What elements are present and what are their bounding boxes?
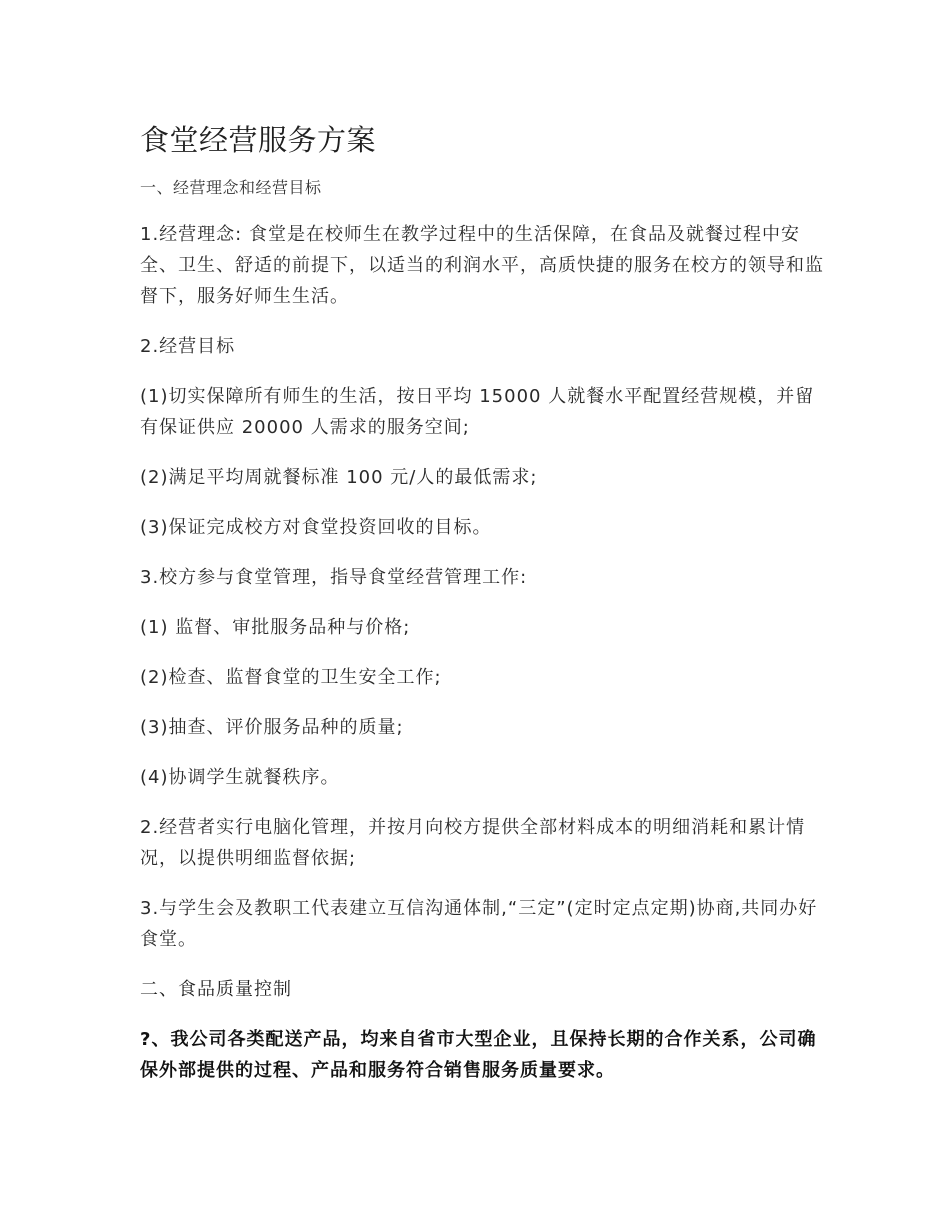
paragraph-philosophy: 1.经营理念: 食堂是在校师生在教学过程中的生活保障，在食品及就餐过程中安全、卫生、舒适的前提下，以适当的利润水平，高质快捷的服务在校方的领导和监督下，服务好师生生活。 <box>140 224 824 307</box>
section-heading-1: 一、经营理念和经营目标 <box>140 178 322 197</box>
paragraph-management-4: (4)协调学生就餐秩序。 <box>140 767 340 788</box>
paragraph-management-2: (2)检查、监督食堂的卫生安全工作; <box>140 667 442 688</box>
document-title: 食堂经营服务方案 <box>140 123 377 157</box>
paragraph-communication: 3.与学生会及教职工代表建立互信沟通体制,“三定”(定时定点定期)协商,共同办好食堂。 <box>140 898 818 950</box>
paragraph-goal-1: (1)切实保障所有师生的生活，按日平均 15000 人就餐水平配置经营规模，并留有保证供应 20000 人需求的服务空间; <box>140 386 815 438</box>
paragraph-computerized: 2.经营者实行电脑化管理，并按月向校方提供全部材料成本的明细消耗和累计情况，以提供明细监督依据; <box>140 817 806 869</box>
section-heading-2: 二、食品质量控制 <box>140 979 292 1000</box>
paragraph-quality-control: ?、我公司各类配送产品，均来自省市大型企业，且保持长期的合作关系，公司确保外部提供的过程、产品和服务符合销售服务质量要求。 <box>140 1029 817 1081</box>
paragraph-goal-2: (2)满足平均周就餐标准 100 元/人的最低需求; <box>140 467 538 488</box>
paragraph-management-3: (3)抽查、评价服务品种的质量; <box>140 717 404 738</box>
document-page <box>140 118 830 1105</box>
paragraph-management-1: (1) 监督、审批服务品种与价格; <box>140 617 411 638</box>
paragraph-goal-3: (3)保证完成校方对食堂投资回收的目标。 <box>140 517 492 538</box>
paragraph-goals-heading: 2.经营目标 <box>140 336 236 357</box>
paragraph-school-management: 3.校方参与食堂管理，指导食堂经营管理工作: <box>140 567 528 588</box>
